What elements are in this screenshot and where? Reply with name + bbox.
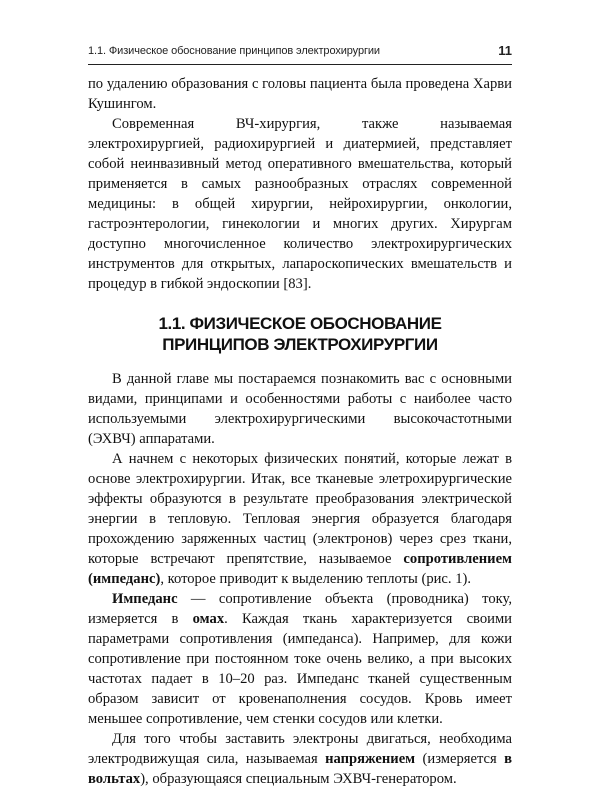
paragraph-continued: по удалению образования с головы пациента была проведена Харви Кушингом. [88,76,512,112]
term-ohms: омах [192,611,225,627]
page-body [88,74,512,789]
paragraph-hf-surgery: Современная ВЧ-хирургия, также называемая электрохирургией, радиохирургией и диатермией, представляет собой неинвазивный метод оперативного вмешательства, который применяется в самых разнообразных отраслях современной медицины: в общей хирургии, нейрохирургии, онкологии, гастроэнтерологии, гинекологии и многих других. Хирургам доступно многочисленное количество электрохирургических инструментов для открытых, лапароскопических вмешательств и процедур в гибкой эндоскопии [83]. [88,116,512,292]
paragraph-physics [88,449,512,589]
paragraph-voltage [88,729,512,789]
term-voltage: напряжением [325,751,416,767]
voltage-text-c: ), образующаяся специальным ЭХВЧ-генератором. [140,771,457,787]
term-resistance: сопротивлением (импеданс) [88,551,512,587]
running-header [88,40,512,62]
impedance-text-a: — сопротивление объекта (проводника) току, измеряется в [88,591,512,627]
voltage-text-a: Для того чтобы заставить электроны двигаться, необходима электродвижущая сила, называемая [88,731,512,767]
term-impedance: Импеданс [112,591,178,607]
section-heading-line-2: ПРИНЦИПОВ ЭЛЕКТРОХИРУРГИИ [162,335,438,354]
paragraph-impedance [88,589,512,729]
impedance-text-b: . Каждая ткань характеризуется своими параметрами сопротивления (импеданса). Например, для кожи сопротивление при постоянном токе очень велико, а при высоких частотах падает в 10–20 раз. Импеданс тканей существенным образом зависит от кровенаполнения сосудов. Кровь имеет меньшее сопротивление, чем стенки сосудов или клетки. [88,611,512,727]
physics-text-a: А начнем с некоторых физических понятий, которые лежат в основе электрохирургии. Итак, все тканевые элетрохирургические эффекты образуются в результате преобразования электрической энергии в тепловую. Тепловая энергия образуется благодаря прохождению заряженных частиц (электронов) через срез ткани, которые встречают препятствие, называемое [88,451,512,567]
physics-text-b: , которое приводит к выделению теплоты (рис. 1). [160,571,472,587]
paragraph-chapter-intro: В данной главе мы постараемся познакомить вас с основными видами, принципами и особенностями работы с наиболее часто используемыми электрохирургическими высокочастотными (ЭХВЧ) аппаратами. [88,371,512,447]
term-volts: в вольтах [88,751,512,787]
page-number: 11 [498,43,512,58]
running-header-title: 1.1. Физическое обоснование принципов электрохирургии [88,45,380,57]
header-rule [88,64,512,65]
section-heading-line-1: 1.1. ФИЗИЧЕСКОЕ ОБОСНОВАНИЕ [158,314,442,333]
voltage-text-b: (измеряется [415,751,505,767]
section-heading [88,313,512,355]
